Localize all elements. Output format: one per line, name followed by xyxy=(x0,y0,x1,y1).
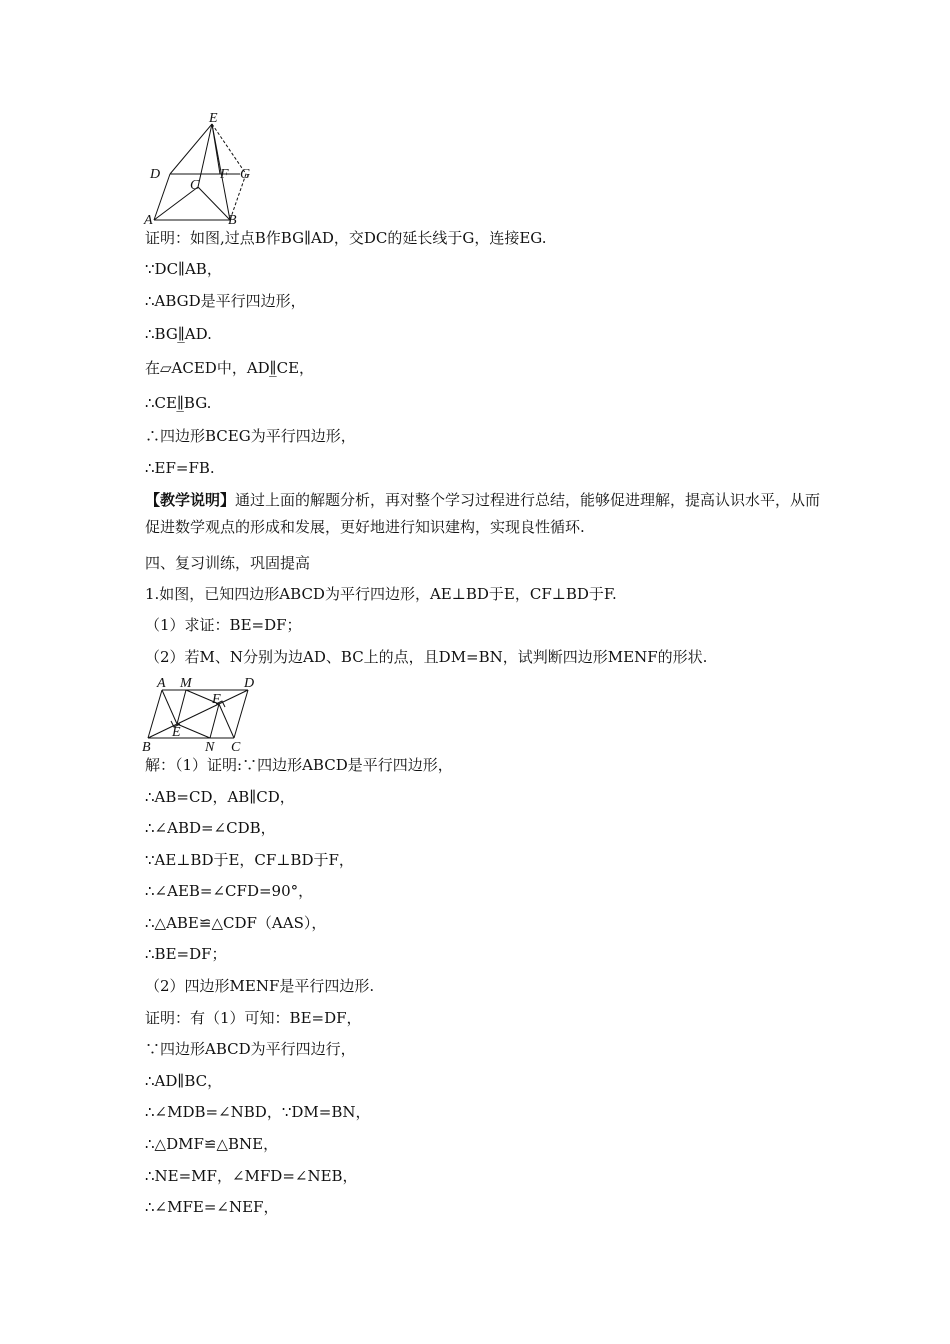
section-heading: 四、复习训练，巩固提高 xyxy=(145,554,311,572)
fig2-label-c: C xyxy=(231,740,241,754)
fig1-label-b: B xyxy=(228,213,237,228)
proof1-line: 证明：如图,过点B作BG∥AD，交DC的延长线于G，连接EG. xyxy=(145,229,547,247)
solution-line: ∴BE=DF； xyxy=(145,945,227,963)
fig1-label-a: A xyxy=(144,213,153,228)
solution-line: ∴△DMF≌△BNE， xyxy=(145,1135,279,1153)
proof1-line: ∴ABGD是平行四边形， xyxy=(145,292,306,310)
fig1-segment-de xyxy=(170,124,212,174)
proof1-line: 在▱ACED中，AD∥̲CE， xyxy=(145,359,315,377)
teaching-note-text: 通过上面的解题分析，再对整个学习过程进行总结，能够促进理解，提高认识水平，从而促进数学观点的形成和发展，更好地进行知识建构，实现良性循环. xyxy=(145,491,821,536)
teaching-note xyxy=(145,487,825,541)
solution-line: ∵AE⊥BD于E，CF⊥BD于F， xyxy=(145,851,354,869)
fig2-segment-dc xyxy=(234,690,248,738)
proof1-line: ∴四边形BCEG为平行四边形， xyxy=(145,427,356,445)
fig1-label-e: E xyxy=(209,111,218,126)
solution-line: 解：（1）证明:∵四边形ABCD是平行四边形， xyxy=(145,756,453,774)
fig2-label-f: F xyxy=(212,692,221,707)
fig2-segment-ae xyxy=(162,690,177,724)
solution-line: ∴AD∥BC， xyxy=(145,1072,223,1090)
figure-parallelogram-abcd xyxy=(140,672,260,754)
figure1-svg xyxy=(140,108,270,228)
fig2-segment-ab xyxy=(148,690,162,738)
proof1-line: ∴BG∥̲AD. xyxy=(145,325,212,343)
solution-line: ∴NE=MF，∠MFD=∠NEB， xyxy=(145,1167,358,1185)
solution-line: ∴△ABE≌△CDF（AAS）， xyxy=(145,914,327,932)
solution-line: ∴∠ABD=∠CDB， xyxy=(145,819,276,837)
fig1-label-f: F xyxy=(220,167,229,182)
fig2-segment-ne xyxy=(177,724,210,738)
solution-line: ∴∠MFE=∠NEF， xyxy=(145,1198,279,1216)
fig2-segment-nf xyxy=(210,704,219,738)
fig2-segment-me xyxy=(177,690,186,724)
proof1-line: ∴EF=FB. xyxy=(145,459,215,477)
teaching-note-tag: 【教学说明】 xyxy=(145,491,236,509)
fig2-segment-cf xyxy=(219,704,234,738)
fig1-label-c: C xyxy=(190,178,200,193)
fig2-segment-bd xyxy=(148,690,248,738)
solution-line: ∴AB=CD，AB∥CD， xyxy=(145,788,295,806)
solution-line: 证明：有（1）可知：BE=DF， xyxy=(145,1009,362,1027)
fig1-label-g: G xyxy=(240,167,251,182)
fig1-segment-ef xyxy=(212,124,220,174)
fig2-label-e: E xyxy=(172,725,181,740)
problem1-statement: 1.如图，已知四边形ABCD为平行四边形，AE⊥BD于E，CF⊥BD于F. xyxy=(145,585,617,603)
problem1-part1: （1）求证：BE=DF； xyxy=(145,616,302,634)
problem1-part2: （2）若M、N分别为边AD、BC上的点，且DM=BN，试判断四边形MENF的形状. xyxy=(145,648,708,666)
fig2-label-d: D xyxy=(244,676,255,691)
solution-line: （2）四边形MENF是平行四边形. xyxy=(145,977,375,995)
solution-line: ∴∠MDB=∠NBD，∵DM=BN， xyxy=(145,1103,371,1121)
fig2-label-a: A xyxy=(157,676,166,691)
fig2-label-b: B xyxy=(142,740,151,754)
fig1-segment-ce xyxy=(198,124,212,187)
fig2-label-n: N xyxy=(205,740,215,754)
solution-line: ∴∠AEB=∠CFD=90°， xyxy=(145,882,314,900)
figure2-svg xyxy=(140,672,260,754)
proof1-line: ∵DC∥AB， xyxy=(145,260,222,278)
solution-line: ∵四边形ABCD为平行四边行， xyxy=(145,1040,356,1058)
fig2-label-m: M xyxy=(180,676,192,691)
proof1-line: ∴CE∥̲BG. xyxy=(145,394,212,412)
figure-parallelogram-proof xyxy=(140,108,270,228)
fig1-label-d: D xyxy=(150,167,161,182)
